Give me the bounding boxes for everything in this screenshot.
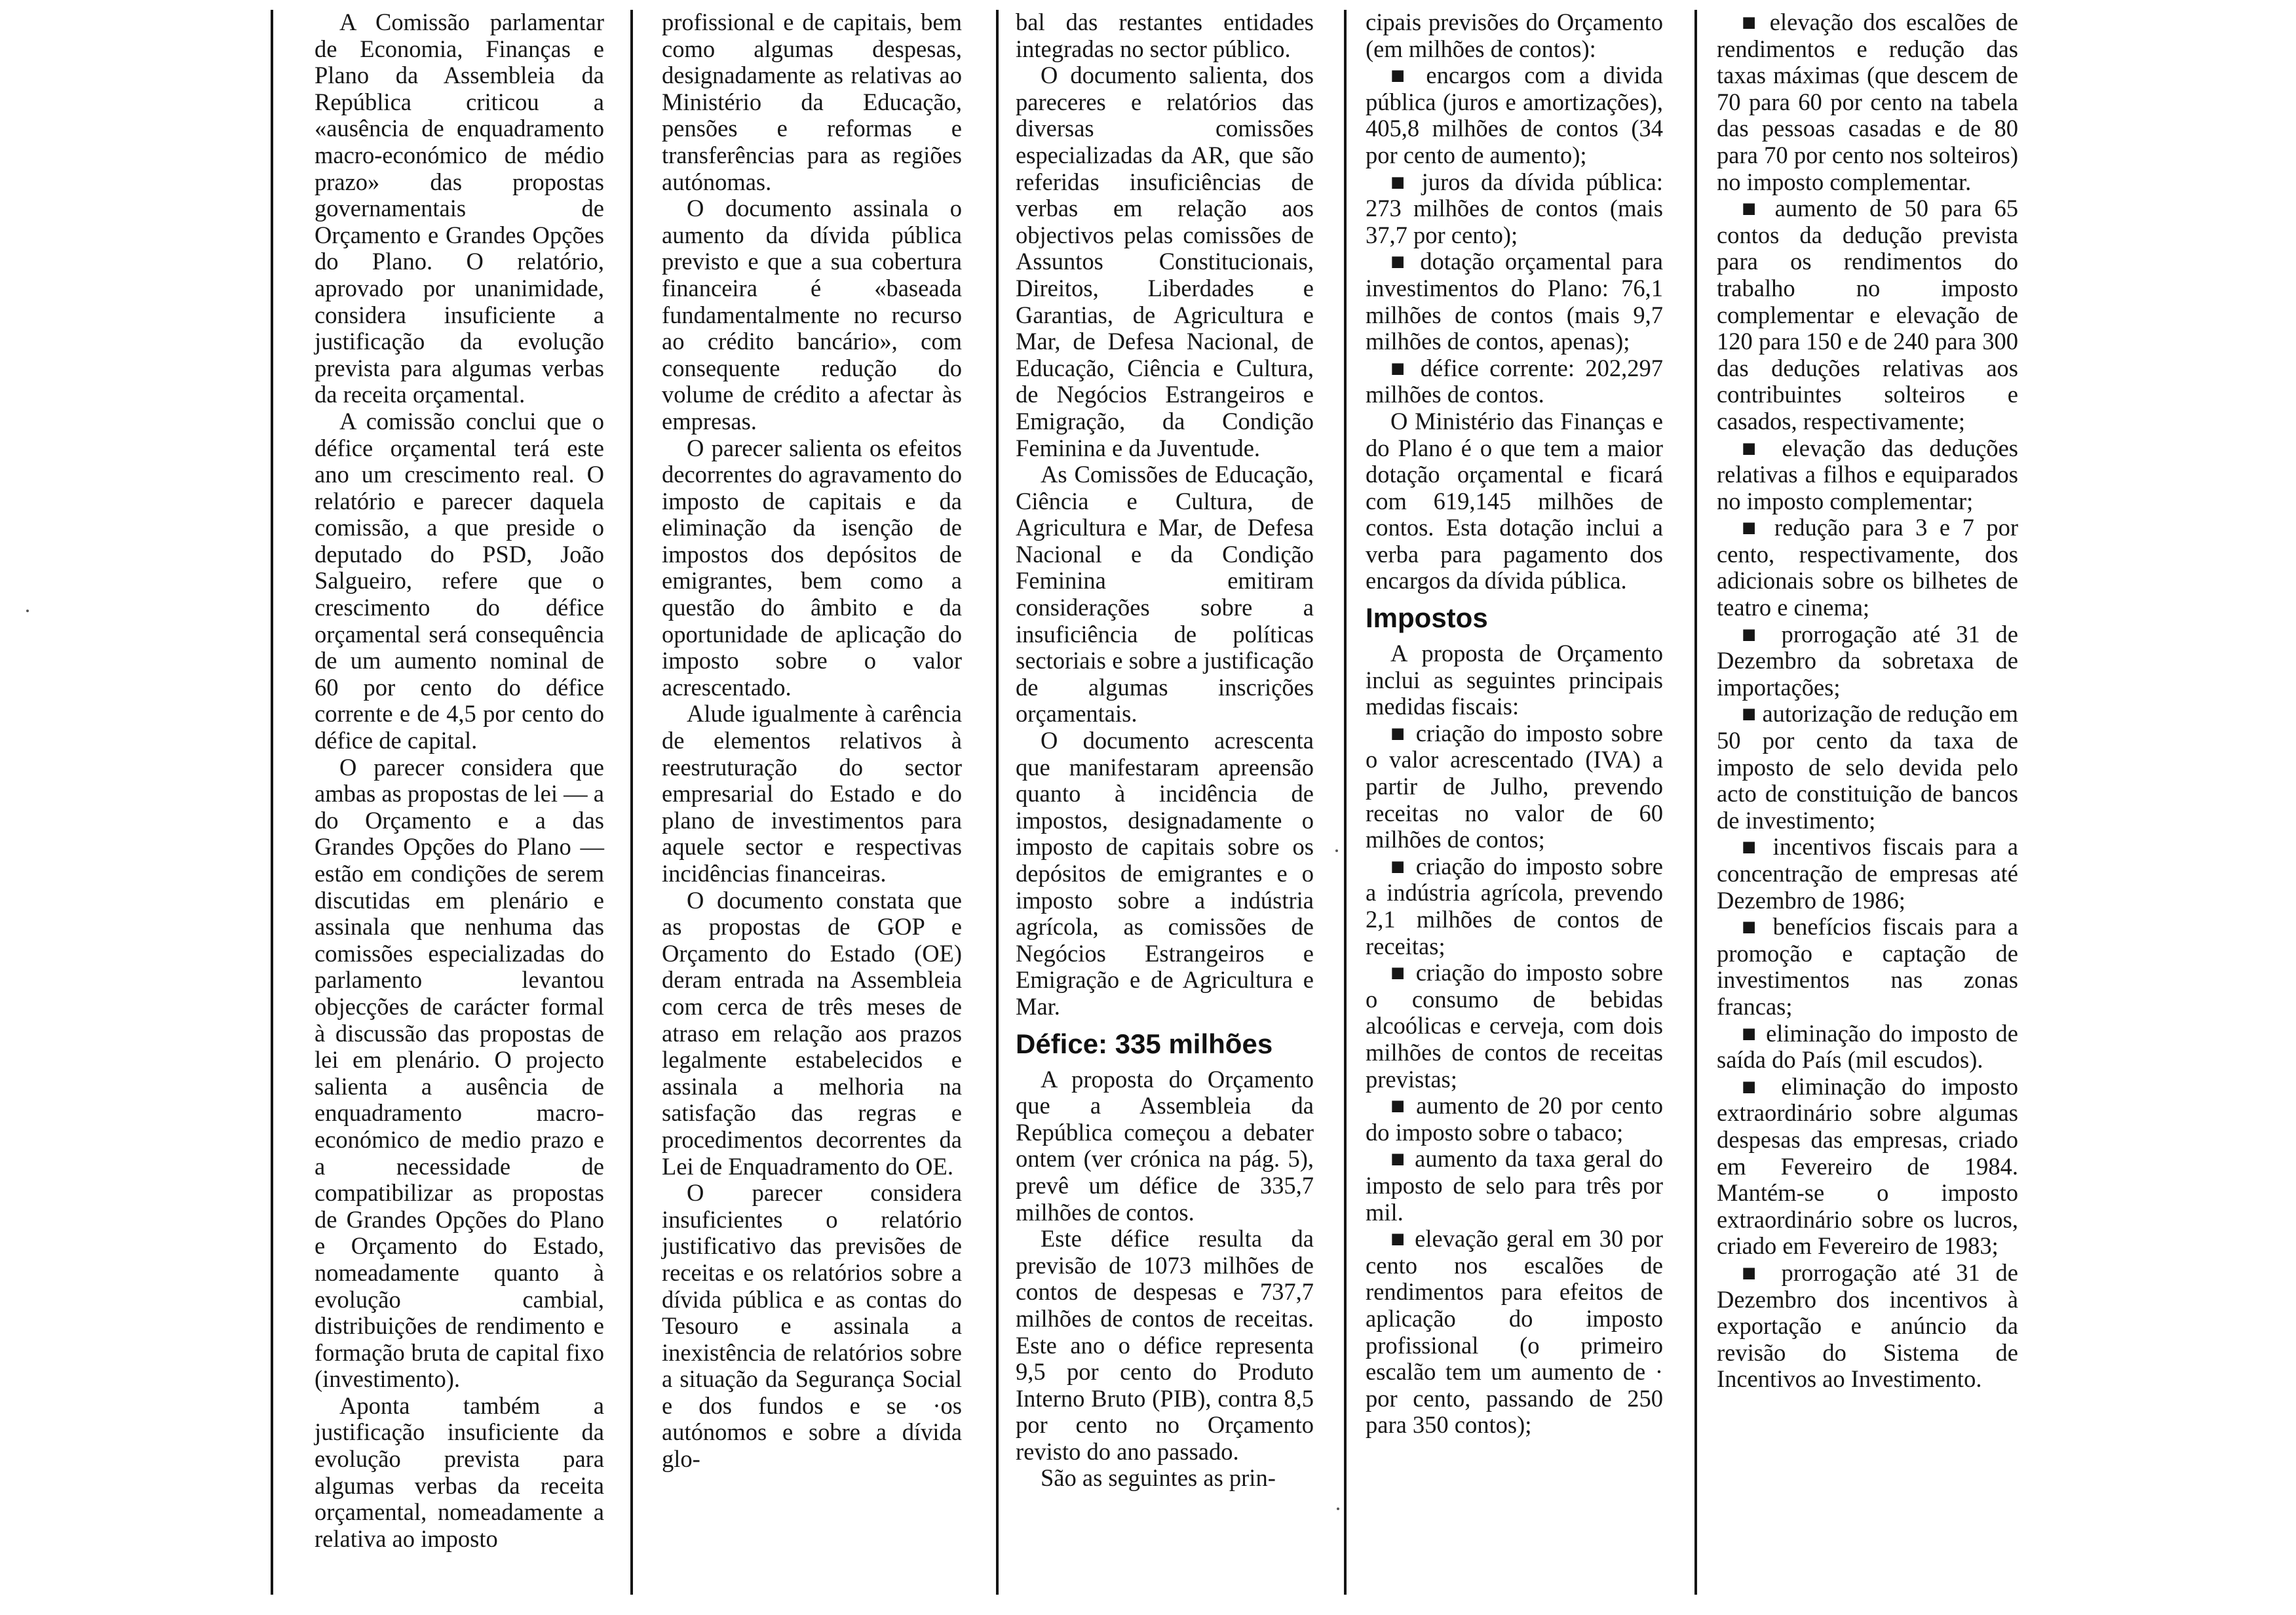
article-paragraph: ■ elevação geral em 30 por cento nos escalões de rendimentos para efeitos de aplicação do imposto profissional (o primeiro escalão tem um aumento de · por cento, passando de 250 para 350 contos); [1366, 1225, 1663, 1439]
scan-speck [1337, 1508, 1339, 1510]
article-paragraph: O parecer salienta os efeitos decorrentes do agravamento do imposto de capitais e da eliminação da isenção de impostos dos depósitos de emigrantes, bem como a questão do âmbito e da oportunidade de aplicação do imposto sobre o valor acrescentado. [662, 434, 962, 701]
article-paragraph: ■ aumento da taxa geral do imposto de selo para três por mil. [1366, 1145, 1663, 1226]
article-column-4 [1366, 9, 1663, 1439]
column-rule [1694, 10, 1697, 1595]
article-paragraph: O Ministério das Finanças e do Plano é o que tem a maior dotação orçamental e ficará com 619,145 milhões de contos. Esta dotação inclui a verba para pagamento dos encargos da dívida pública. [1366, 407, 1663, 594]
article-column-5 [1717, 9, 2018, 1393]
article-paragraph: A Comissão parlamentar de Economia, Finanças e Plano da Assembleia da República criticou a «ausência de enquadramento macro-económico de médio prazo» das propostas governamentais de Orçamento e Grandes Opções do Plano. O relatório, aprovado por unanimidade, considera insuficiente a justificação da evolução prevista para algumas verbas da receita orçamental. [315, 9, 604, 408]
scan-speck [1335, 849, 1338, 852]
article-paragraph: O documento constata que as propostas de GOP e Orçamento do Estado (OE) deram entrada na Assembleia com cerca de três meses de atraso em relação aos prazos legalmente estabelecidos e assinala a melhoria na satisfação das regras e procedimentos decorrentes da Lei de Enquadramento do OE. [662, 886, 962, 1180]
column-rule [630, 10, 633, 1595]
column-rule [996, 10, 999, 1595]
article-paragraph: Aponta também a justificação insuficiente da evolução prevista para algumas verbas da receita orçamental, nomeadamente a relativa ao imposto [315, 1391, 604, 1552]
article-paragraph: ■ prorrogação até 31 de Dezembro da sobretaxa de importações; [1717, 620, 2018, 701]
article-paragraph: O parecer considera insuficientes o relatório justificativo das previsões de receitas e os relatórios sobre a dívida pública e as contas do Tesouro e assinala a inexistência de relatórios sobre a situação da Segurança Social e dos fundos e se ·os autónomos e sobre a dívida glo- [662, 1179, 962, 1473]
article-paragraph: ■ criação do imposto sobre a indústria agrícola, prevendo 2,1 milhões de contos de receitas; [1366, 852, 1663, 960]
article-paragraph: Este défice resulta da previsão de 1073 milhões de contos de despesas e 737,7 milhões de contos de receitas. Este ano o défice representa 9,5 por cento do Produto Interno Bruto (PIB), contra 8,5 por cento no Orçamento revisto do ano passado. [1016, 1225, 1314, 1465]
article-paragraph: O documento acrescenta que manifestaram apreensão quanto à incidência de impostos, designadamente o imposto de capitais sobre os depósitos de emigrantes e o imposto sobre a indústria agrícola, as comissões de Negócios Estrangeiros e Emigração e de Agricultura e Mar. [1016, 727, 1314, 1020]
article-paragraph: As Comissões de Educação, Ciência e Cultura, de Agricultura e Mar, de Defesa Nacional e da Condição Feminina emitiram considerações sobre a insuficiência de políticas sectoriais e sobre a justificação de algumas inscrições orçamentais. [1016, 461, 1314, 728]
article-paragraph: ■ encargos com a divida pública (juros e amortizações), 405,8 milhões de contos (34 por cento de aumento); [1366, 62, 1663, 168]
article-paragraph: ■ juros da dívida pública: 273 milhões de contos (mais 37,7 por cento); [1366, 168, 1663, 248]
article-paragraph: O documento assinala o aumento da dívida pública previsto e que a sua cobertura financeira é «baseada fundamentalmente no recurso ao crédito bancário», com consequente redução do volume de crédito a afectar às empresas. [662, 195, 962, 435]
article-column-1 [315, 9, 604, 1552]
section-heading: Défice: 335 milhões [1016, 1028, 1273, 1059]
article-paragraph: ■ benefícios fiscais para a promoção e captação de investimentos nas zonas francas; [1717, 913, 2018, 1020]
article-paragraph: ■ criação do imposto sobre o valor acrescentado (IVA) a partir de Julho, prevendo receitas no valor de 60 milhões de contos; [1366, 719, 1663, 853]
article-paragraph: ■ incentivos fiscais para a concentração de empresas até Dezembro de 1986; [1717, 833, 2018, 914]
article-paragraph: profissional e de capitais, bem como algumas despesas, designadamente as relativas ao Ministério da Educação, pensões e reformas e transferências para as regiões autónomas. [662, 9, 962, 195]
article-paragraph: A proposta de Orçamento inclui as seguintes principais medidas fiscais: [1366, 640, 1663, 720]
article-paragraph: Alude igualmente à carência de elementos relativos à reestruturação do sector empresarial do Estado e do plano de investimentos para aquele sector e respectivas incidências financeiras. [662, 700, 962, 887]
article-paragraph: ■ elevação das deduções relativas a filhos e equiparados no imposto complementar; [1717, 434, 2018, 515]
article-column-3 [1016, 9, 1314, 1492]
article-paragraph: ■ aumento de 20 por cento do imposto sobre o tabaco; [1366, 1092, 1663, 1146]
article-paragraph: ■ eliminação do imposto extraordinário sobre algumas despesas das empresas, criado em Fevereiro de 1984. Mantém-se o imposto extraordinário sobre os lucros, criado em Fevereiro de 1983; [1717, 1072, 2018, 1260]
article-paragraph: A proposta do Orçamento que a Assembleia da República começou a debater ontem (ver crónica na pág. 5), prevê um défice de 335,7 milhões de contos. [1016, 1065, 1314, 1226]
article-paragraph: bal das restantes entidades integradas no sector público. [1016, 9, 1314, 62]
article-paragraph: O parecer considera que ambas as propostas de lei — a do Orçamento e a das Grandes Opções do Plano — estão em condições de serem discutidas em plenário e assinala que nenhuma das comissões especializadas do parlamento levantou objecções de carácter formal à discussão das propostas de lei em plenário. O projecto salienta a ausência de enquadramento macro-económico de medio prazo e a necessidade de compatibilizar as propostas de Grandes Opções do Plano e Orçamento do Estado, nomeadamente quanto à evolução cambial, distribuições de rendimento e formação bruta de capital fixo (investimento). [315, 753, 604, 1393]
article-paragraph: ■ elevação dos escalões de rendimentos e redução das taxas máximas (que descem de 70 para 60 por cento na tabela das pessoas casadas e de 80 para 70 por cento nos solteiros) no imposto complementar. [1717, 9, 2018, 195]
scan-speck [26, 610, 29, 612]
article-paragraph: ■ eliminação do imposto de saída do País (mil escudos). [1717, 1019, 2018, 1074]
column-rule [271, 10, 273, 1595]
article-paragraph: ■ redução para 3 e 7 por cento, respectivamente, dos adicionais sobre os bilhetes de teatro e cinema; [1717, 514, 2018, 621]
article-paragraph: A comissão conclui que o défice orçamental terá este ano um crescimento real. O relatório e parecer daquela comissão, a que preside o deputado do PSD, João Salgueiro, refere que o crescimento do défice orçamental será consequência de um aumento nominal de 60 por cento do défice corrente e de 4,5 por cento do défice de capital. [315, 407, 604, 754]
article-paragraph: ■ défice corrente: 202,297 milhões de contos. [1366, 354, 1663, 408]
article-paragraph: ■ aumento de 50 para 65 contos da dedução prevista para os rendimentos do trabalho no imposto complementar e elevação de 120 para 150 e de 240 para 300 das deduções relativas aos contribuintes solteiros e casados, respectivamente; [1717, 195, 2018, 435]
article-paragraph: cipais previsões do Orçamento (em milhões de contos): [1366, 9, 1663, 62]
article-paragraph: ■ autorização de redução em 50 por cento da taxa de imposto de selo devida pelo acto de constituição de bancos de investimento; [1717, 700, 2018, 834]
article-paragraph: São as seguintes as prin- [1041, 1464, 1276, 1492]
column-rule [1344, 10, 1347, 1595]
article-paragraph: ■ dotação orçamental para investimentos do Plano: 76,1 milhões de contos (mais 9,7 milhões de contos, apenas); [1366, 248, 1663, 355]
article-paragraph: O documento salienta, dos pareceres e relatórios das diversas comissões especializadas da AR, que são referidas insuficiências de verbas em relação aos objectivos pelas comissões de Assuntos Constitucionais, Direitos, Liberdades e Garantias, de Agricultura e Mar, de Defesa Nacional, de Educação, Ciência e Cultura, de Negócios Estrangeiros e Emigração, da Condição Feminina e da Juventude. [1016, 62, 1314, 461]
section-heading: Impostos [1366, 602, 1488, 634]
article-paragraph: ■ criação do imposto sobre o consumo de bebidas alcoólicas e cerveja, com dois milhões de contos de receitas previstas; [1366, 959, 1663, 1093]
article-column-2 [662, 9, 962, 1473]
article-paragraph: ■ prorrogação até 31 de Dezembro dos incentivos à exportação e anúncio da revisão do Sistema de Incentivos ao Investimento. [1717, 1258, 2018, 1393]
